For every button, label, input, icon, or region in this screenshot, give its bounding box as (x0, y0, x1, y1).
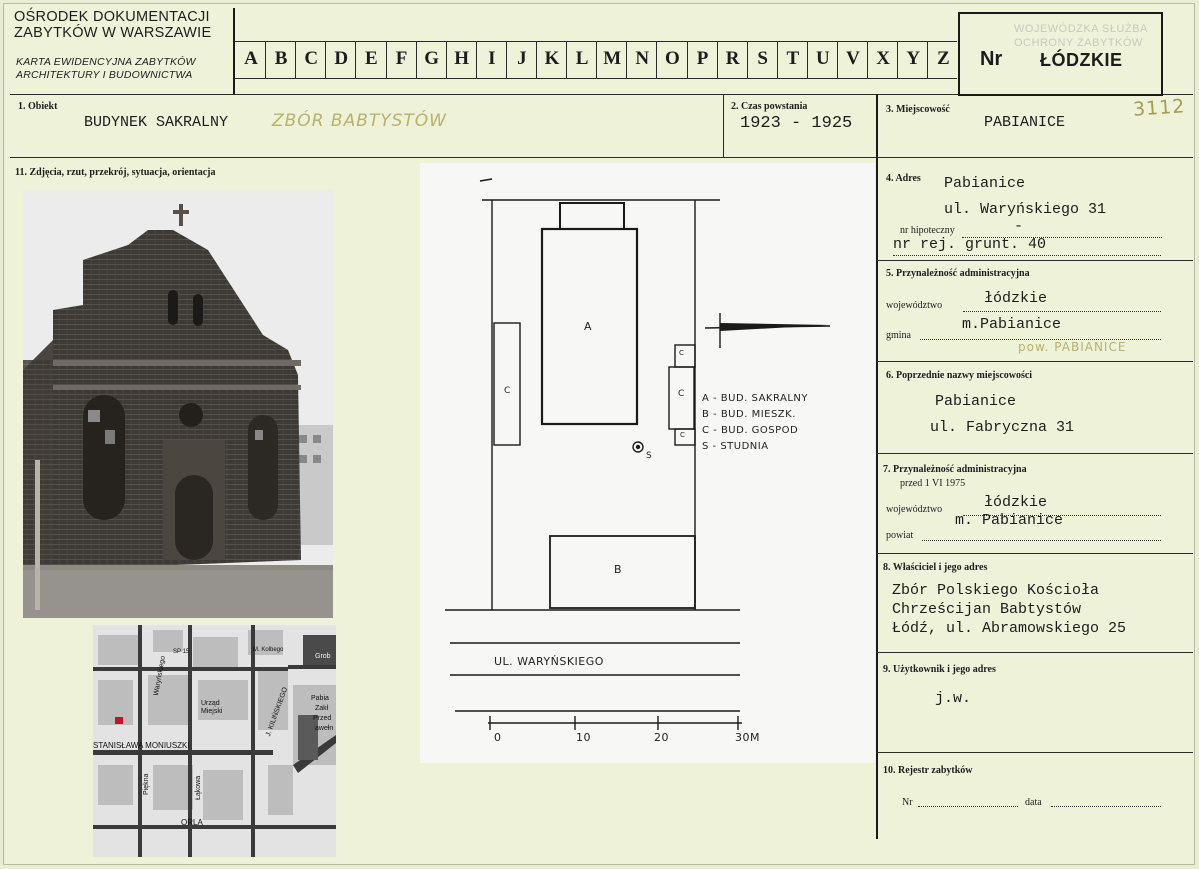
index-letter-t: T (786, 48, 800, 69)
legend-a: A - BUD. SAKRALNY (702, 393, 809, 404)
field5-bottom-rule (876, 361, 1193, 362)
index-letter-v: V (846, 48, 860, 69)
field10-label: 10. Rejestr zabytków (883, 765, 973, 776)
map-street-label-4: Waryńskiego (153, 655, 167, 697)
index-letter-i: I (488, 48, 496, 69)
powiat-value: m. Pabianice (955, 512, 1064, 529)
owner-line-3: Łódź, ul. Abramowskiego 25 (892, 620, 1127, 637)
letter-separator (325, 41, 326, 79)
field6-label: 6. Poprzednie nazwy miejscowości (886, 370, 1033, 381)
site-plan-drawing (420, 163, 875, 763)
letter-separator (747, 41, 748, 79)
object-value: BUDYNEK SAKRALNY (84, 114, 229, 131)
letter-separator (355, 41, 356, 79)
field2-label: 2. Czas powstania (731, 101, 808, 112)
field9-label: 9. Użytkownik i jego adres (883, 664, 996, 675)
hipoteczny-value: - (1014, 218, 1024, 235)
field5-label: 5. Przynależność administracyjna (886, 268, 1030, 279)
register-data-label: data (1025, 797, 1042, 808)
legend-c: C - BUD. GOSPOD (702, 425, 799, 436)
index-letter-b: B (274, 48, 288, 69)
voivodeship-line (963, 311, 1161, 312)
index-letter-a: A (244, 48, 258, 69)
index-letter-e: E (365, 48, 378, 69)
catalog-number: 3112 (1132, 95, 1187, 121)
locality-value: PABIANICE (984, 114, 1066, 131)
map-label-7: Przed (313, 715, 332, 722)
object-handwritten: ZBÓR BABTYSTÓW (272, 111, 447, 131)
scale-30: 30M (735, 731, 760, 744)
index-letter-y: Y (906, 48, 921, 69)
previous-name-2: ul. Fabryczna 31 (930, 419, 1075, 436)
letter-separator (566, 41, 567, 79)
address-line-1: Pabianice (944, 175, 1026, 192)
row1-divider-a (723, 94, 724, 158)
letter-separator (837, 41, 838, 79)
map-label-6: Zakł (315, 705, 329, 712)
map-street-label-1: STANISŁAWA MONIUSZKI (93, 741, 190, 750)
powiat-line (922, 540, 1161, 541)
powiat-label: powiat (886, 530, 914, 541)
organization-name (14, 9, 211, 41)
index-letter-j: J (517, 48, 527, 69)
plan-legend (702, 391, 808, 455)
index-letter-u: U (816, 48, 830, 69)
index-letter-f: F (395, 48, 408, 69)
index-letter-x: X (876, 48, 890, 69)
location-map (93, 625, 336, 857)
voivodeship-value: ŁÓDZKIE (1040, 50, 1123, 70)
index-letter-d: D (334, 48, 349, 69)
org-line-2: ZABYTKÓW W WARSZAWIE (14, 25, 212, 41)
letter-separator (807, 41, 808, 79)
owner-line-1: Zbór Polskiego Kościoła (892, 582, 1100, 599)
letter-separator (265, 41, 266, 79)
gmina-value: m.Pabianice (962, 316, 1062, 333)
map-label-12: Grob (315, 653, 331, 660)
letter-separator (476, 41, 477, 79)
letter-separator (416, 41, 417, 79)
row1-bottom-rule (10, 157, 1193, 158)
legend-s: S - STUDNIA (702, 441, 769, 452)
plan-label-c4: C (680, 431, 686, 439)
voivodeship-label: województwo (886, 300, 943, 311)
letter-separator (927, 41, 928, 79)
field8-bottom-rule (876, 652, 1193, 653)
letter-separator (867, 41, 868, 79)
letter-separator (506, 41, 507, 79)
user-value: j.w. (935, 690, 972, 707)
scale-20: 20 (654, 731, 669, 744)
voivodeship-value-5: łódzkie (984, 290, 1048, 307)
header-divider (233, 8, 235, 95)
map-label-8: awełn (315, 725, 334, 732)
letter-separator (295, 41, 296, 79)
card-type-line-2: ARCHITEKTURY I BUDOWNICTWA (16, 69, 193, 81)
field6-bottom-rule (876, 453, 1193, 454)
map-street-label-2: ORLA (181, 818, 203, 827)
card-type (16, 56, 196, 82)
building-photo (23, 190, 333, 618)
letter-separator (386, 41, 387, 79)
plan-label-c2: C (679, 349, 685, 357)
voivodeship-box (958, 12, 1163, 96)
index-letter-c: C (304, 48, 319, 69)
map-label-10: SP 15 (173, 649, 190, 655)
plan-label-s: S (646, 451, 653, 461)
previous-name-1: Pabianice (935, 393, 1017, 410)
nr-label: Nr (980, 48, 1003, 70)
plan-label-a: A (584, 320, 593, 333)
scale-10: 10 (576, 731, 591, 744)
voivodeship-value-7: łódzkie (984, 494, 1048, 511)
legend-b: B - BUD. MIESZK. (702, 409, 796, 420)
field7-label: 7. Przynależność administracyjna (883, 464, 1027, 475)
field7-sub: przed 1 VI 1975 (900, 478, 966, 489)
index-letter-g: G (424, 48, 439, 69)
map-label-11: M. Kolbego (253, 647, 284, 653)
stamp-faint-line-1: WOJEWÓDZKA SŁUŻBA (1014, 23, 1148, 35)
index-letter-k: K (544, 48, 560, 69)
map-label-13: Piękna (143, 773, 150, 795)
map-label-5: Pabia (311, 695, 329, 702)
date-value: 1923 - 1925 (740, 114, 853, 133)
letter-separator (656, 41, 657, 79)
stamp-faint (1014, 22, 1148, 50)
index-letter-o: O (665, 48, 680, 69)
map-label-9: Urząd Miejski (201, 700, 223, 715)
register-data-line (1051, 806, 1161, 807)
registry-line (893, 255, 1161, 256)
letter-separator (626, 41, 627, 79)
street-name: UL. WARYŃSKIEGO (494, 655, 604, 668)
letter-separator (687, 41, 688, 79)
gmina-label: gmina (886, 330, 911, 341)
scale-0: 0 (494, 731, 502, 744)
address-line-3: nr rej. grunt. 40 (893, 236, 1047, 253)
index-letter-n: N (635, 48, 650, 69)
index-letter-m: M (603, 48, 622, 69)
letter-separator (446, 41, 447, 79)
plan-label-c1: C (504, 386, 511, 396)
index-letter-l: L (575, 48, 589, 69)
chapel-photo-image (23, 190, 333, 618)
owner-line-2: Chrześcijan Babtystów (892, 601, 1082, 618)
plan-label-c3: C (678, 389, 685, 399)
powiat-pencil-note: pow. PABIANICE (1018, 340, 1127, 354)
site-plan (420, 163, 875, 763)
index-letter-s: S (757, 48, 768, 69)
index-letter-p: P (696, 48, 709, 69)
plan-label-b: B (614, 563, 623, 576)
field9-bottom-rule (876, 752, 1193, 753)
register-nr-line (918, 806, 1018, 807)
field1-label: 1. Obiekt (18, 101, 58, 112)
map-location-marker (115, 717, 123, 724)
hipoteczny-label: nr hipoteczny (900, 225, 955, 236)
address-line-2: ul. Waryńskiego 31 (944, 201, 1107, 218)
voivodeship-label-7: województwo (886, 504, 943, 515)
field8-label: 8. Właściciel i jego adres (883, 562, 988, 573)
field7-bottom-rule (876, 553, 1193, 554)
field4-bottom-rule (876, 260, 1193, 261)
index-letter-z: Z (936, 48, 950, 69)
letter-separator (596, 41, 597, 79)
register-nr-label: Nr (902, 797, 913, 808)
stamp-faint-line-2: OCHRONY ZABYTKÓW (1014, 37, 1143, 49)
map-street-label-3: J. KILIŃSKIEGO (265, 686, 290, 738)
right-column-divider (876, 94, 878, 839)
field11-label: 11. Zdjęcia, rzut, przekrój, sytuacja, orientacja (15, 167, 216, 178)
index-letter-h: H (454, 48, 470, 69)
letter-separator (536, 41, 537, 79)
map-label-14: Łąkowa (195, 775, 202, 800)
letter-separator (897, 41, 898, 79)
field4-label: 4. Adres (886, 173, 921, 184)
org-line-1: OŚRODEK DOKUMENTACJI (14, 9, 210, 25)
letter-separator (717, 41, 718, 79)
field3-label: 3. Miejscowość (886, 104, 950, 115)
index-letter-r: R (725, 48, 740, 69)
letter-separator (777, 41, 778, 79)
card-type-line-1: KARTA EWIDENCYJNA ZABYTKÓW (16, 56, 196, 68)
